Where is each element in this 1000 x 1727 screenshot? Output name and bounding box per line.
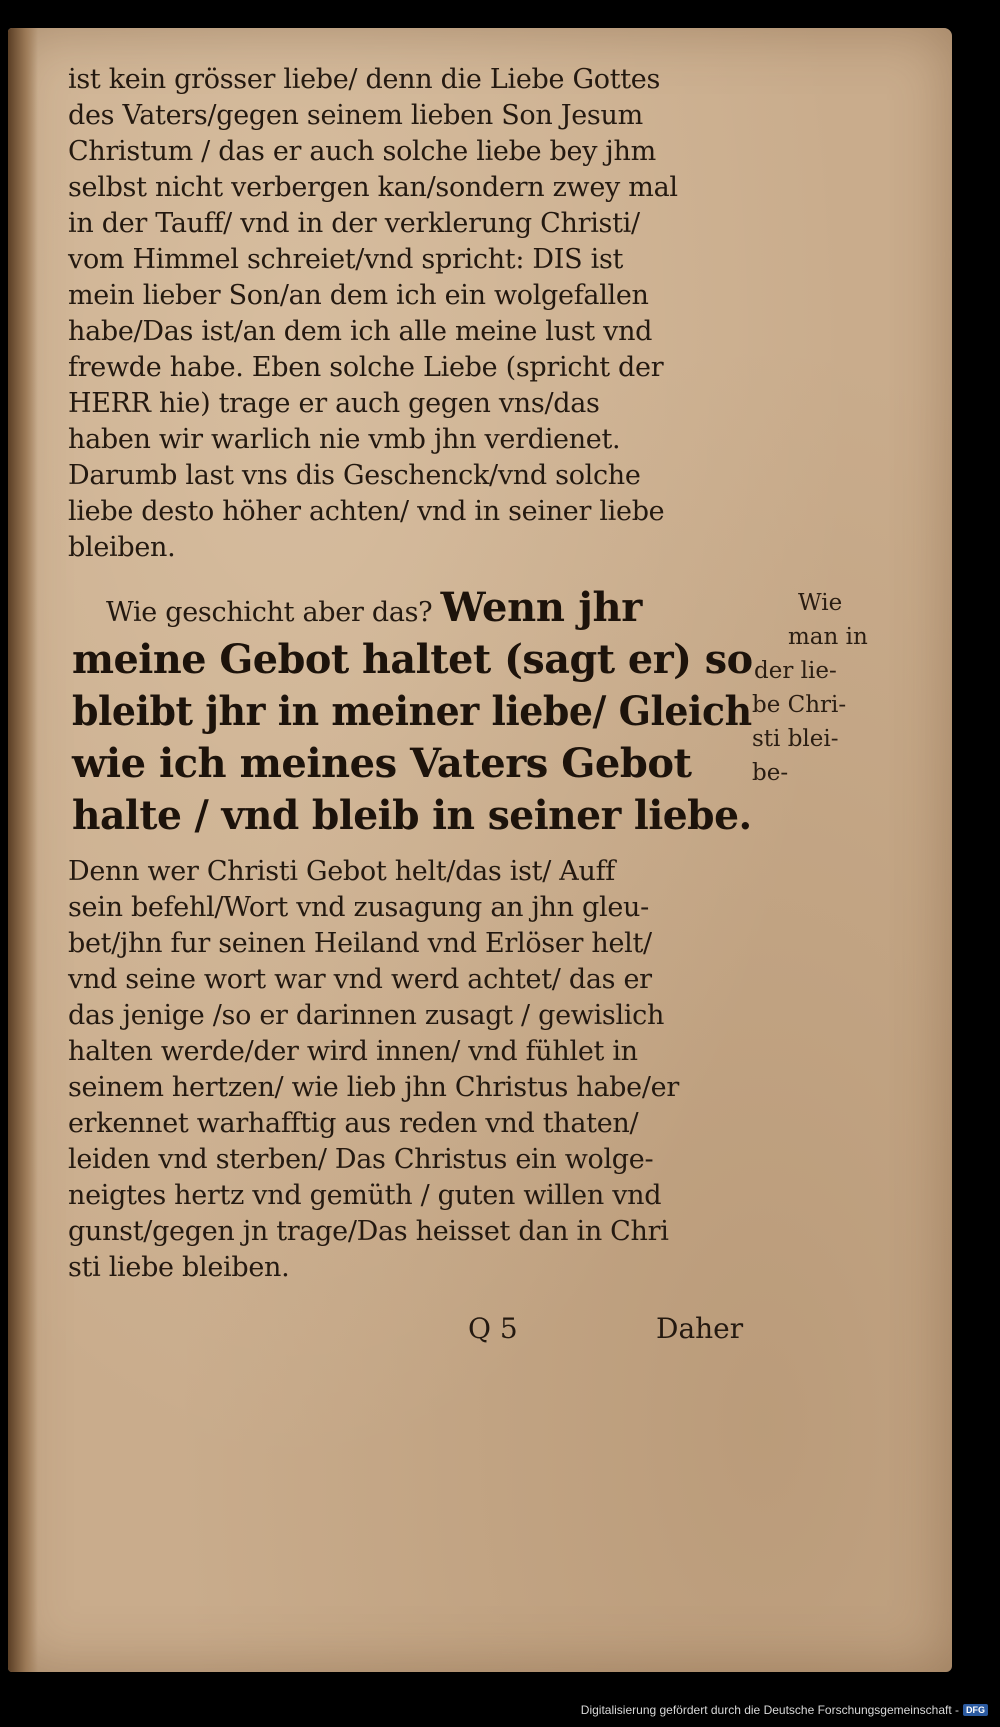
text-line: sti liebe bleiben. <box>68 1252 290 1283</box>
emphasized-line: bleibt jhr in meiner liebe/ Gleich <box>72 688 752 735</box>
text-line: halten werde/der wird innen/ vnd fühlet in <box>68 1036 638 1067</box>
emphasized-text: Wenn jhr <box>440 584 643 631</box>
text-line: leiden vnd sterben/ Das Christus ein wolge- <box>68 1144 654 1175</box>
text-line: erkennet warhafftig aus reden vnd thaten/ <box>68 1108 639 1139</box>
margin-note-line: sti blei- <box>752 726 839 752</box>
text-line: mein lieber Son/an dem ich ein wolgefallen <box>68 280 649 311</box>
text-line: haben wir warlich nie vmb jhn verdienet. <box>68 424 621 455</box>
catchword: Daher <box>656 1312 744 1345</box>
funding-credit: Digitalisierung gefördert durch die Deutsche Forschungsgemeinschaft - <box>580 1703 959 1717</box>
text-line: ist kein grösser liebe/ denn die Liebe Gottes <box>68 64 661 95</box>
text-line: liebe desto höher achten/ vnd in seiner liebe <box>68 496 665 527</box>
emphasized-line: meine Gebot haltet (sagt er) so <box>72 636 753 683</box>
margin-note-line: Wie <box>798 590 843 616</box>
text-line: HERR hie) trage er auch gegen vns/das <box>68 388 600 419</box>
dfg-logo-icon: DFG <box>963 1704 988 1716</box>
text-line: in der Tauff/ vnd in der verklerung Christi/ <box>68 208 640 239</box>
text-line: sein befehl/Wort vnd zusagung an jhn gleu- <box>68 892 649 923</box>
text-line: Denn wer Christi Gebot helt/das ist/ Auff <box>68 856 615 887</box>
text-line: neigtes hertz vnd gemüth / guten willen vnd <box>68 1180 662 1211</box>
text-line: habe/Das ist/an dem ich alle meine lust vnd <box>68 316 653 347</box>
margin-note-line: man in <box>788 624 868 650</box>
page-gutter <box>8 28 38 1672</box>
book-page <box>8 28 952 1672</box>
text-line: des Vaters/gegen seinem lieben Son Jesum <box>68 100 643 131</box>
text-line: frewde habe. Eben solche Liebe (spricht der <box>68 352 664 383</box>
emphasized-line: wie ich meines Vaters Gebot <box>72 740 692 787</box>
text-line: vom Himmel schreiet/vnd spricht: DIS ist <box>68 244 624 275</box>
signature-mark: Q 5 <box>468 1312 518 1345</box>
text-line: vnd seine wort war vnd werd achtet/ das er <box>68 964 652 995</box>
margin-note-line: der lie- <box>754 658 837 684</box>
emphasized-line: halte / vnd bleib in seiner liebe. <box>72 792 752 839</box>
margin-note-line: be- <box>752 760 789 786</box>
text-line: das jenige /so er darinnen zusagt / gewislich <box>68 1000 665 1031</box>
text-line: Christum / das er auch solche liebe bey jhm <box>68 136 656 167</box>
text-line-mixed <box>106 584 642 631</box>
text-line: Darumb last vns dis Geschenck/vnd solche <box>68 460 641 491</box>
text-line: selbst nicht verbergen kan/sondern zwey mal <box>68 172 678 203</box>
intro-question: Wie geschicht aber das? <box>106 597 433 628</box>
text-line: bleiben. <box>68 532 176 563</box>
text-line: gunst/gegen jn trage/Das heisset dan in Chri <box>68 1216 669 1247</box>
digitization-footer <box>581 1701 988 1719</box>
text-line: seinem hertzen/ wie lieb jhn Christus habe/er <box>68 1072 679 1103</box>
text-line: bet/jhn fur seinen Heiland vnd Erlöser helt/ <box>68 928 652 959</box>
margin-note-line: be Chri- <box>752 692 847 718</box>
